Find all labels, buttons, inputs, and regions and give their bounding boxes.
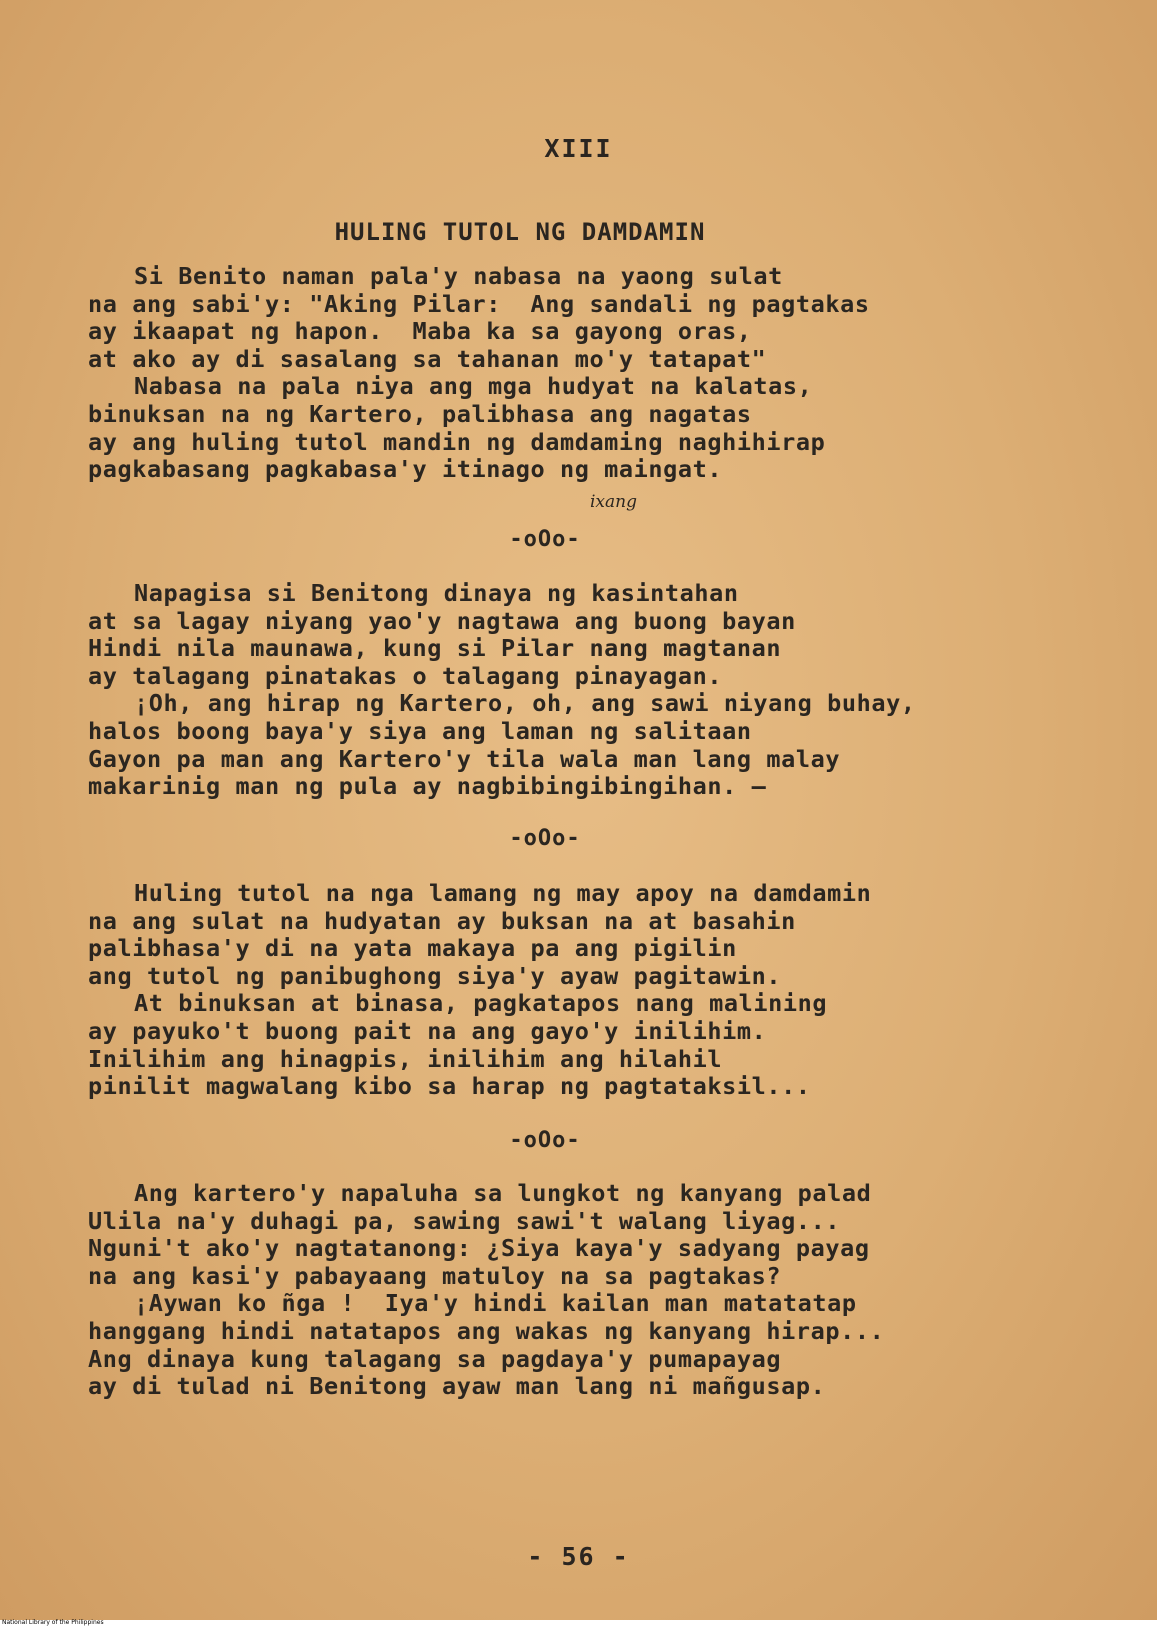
stanza-line: na ang sulat na hudyatan ay buksan na at basahin — [88, 906, 796, 935]
stanza-line: Si Benito naman pala'y nabasa na yaong sulat — [134, 262, 783, 290]
stanza-line: Ang kartero'y napaluha sa lungkot ng kanyang palad — [134, 1179, 872, 1207]
stanza-line: at ako ay di sasalang sa tahanan mo'y tatapat" — [88, 344, 767, 373]
stanza-line: na ang sabi'y: "Aking Pilar: Ang sandali ng pagtakas — [88, 289, 870, 318]
stanza-1 — [88, 263, 1088, 484]
stanza-line: ay di tulad ni Benitong ayaw man lang ni mañgusap. — [88, 1372, 826, 1401]
section-separator: -oOo- — [509, 527, 581, 552]
chapter-number: XIII — [544, 134, 613, 163]
stanza-line: Hindi nila maunawa, kung si Pilar nang magtanan — [88, 634, 782, 663]
stanza-line: Ang dinaya kung talagang sa pagdaya'y pumapayag — [88, 1344, 782, 1373]
stanza-line: ¡Aywan ko ñga ! Iya'y hindi kailan man matatatap — [134, 1289, 857, 1318]
section-separator: -oOo- — [509, 1128, 581, 1153]
stanza-line: Nabasa na pala niya ang mga hudyat na kalatas, — [134, 372, 813, 401]
section-separator: -oOo- — [509, 826, 581, 851]
stanza-line: At binuksan at binasa, pagkatapos nang malining — [134, 989, 828, 1018]
stanza-line: binuksan na ng Kartero, palibhasa ang nagatas — [88, 399, 752, 428]
stanza-line: ¡Oh, ang hirap ng Kartero, oh, ang sawi niyang buhay, — [134, 689, 916, 718]
stanza-3 — [88, 880, 1088, 1101]
footer-strip — [0, 1620, 1157, 1628]
stanza-line: ang tutol ng panibughong siya'y ayaw pagitawin. — [88, 961, 782, 990]
stanza-line: Napagisa si Benitong dinaya ng kasintahan — [134, 579, 739, 607]
stanza-2 — [88, 580, 1088, 801]
stanza-line: pinilit magwalang kibo sa harap ng pagtataksil... — [88, 1072, 811, 1101]
stanza-line: Nguni't ako'y nagtatanong: ¿Siya kaya'y sadyang payag — [88, 1234, 870, 1263]
stanza-line: Inilihim ang hinagpis, inilihim ang hilahil — [88, 1044, 723, 1073]
stanza-line: na ang kasi'y pabayaang matuloy na sa pagtakas? — [88, 1261, 782, 1290]
stanza-line: ay ikaapat ng hapon. Maba ka sa gayong oras, — [88, 317, 752, 346]
stanza-line: pagkabasang pagkabasa'y itinago ng maingat. — [88, 455, 723, 484]
stanza-line: halos boong baya'y siya ang laman ng salitaan — [88, 716, 752, 745]
stanza-4 — [88, 1180, 1088, 1401]
stanza-line: ay payuko't buong pait na ang gayo'y inilihim. — [88, 1016, 767, 1045]
handwritten-correction: ixang — [590, 492, 637, 512]
stanza-line: Ulila na'y duhagi pa, sawing sawi't walang liyag... — [88, 1206, 841, 1235]
stanza-line: Gayon pa man ang Kartero'y tila wala man lang malay — [88, 744, 841, 773]
footer-credit: National Library of the Philippines — [2, 1619, 104, 1626]
stanza-line: makarinig man ng pula ay nagbibingibingihan. — — [88, 772, 767, 801]
stanza-line: Huling tutol na nga lamang ng may apoy na damdamin — [134, 879, 872, 907]
page-number: - 56 - — [527, 1542, 630, 1571]
stanza-line: ay ang huling tutol mandin ng damdaming naghihirap — [88, 427, 826, 456]
stanza-line: palibhasa'y di na yata makaya pa ang pigilin — [88, 934, 737, 963]
stanza-line: hanggang hindi natatapos ang wakas ng kanyang hirap... — [88, 1316, 885, 1345]
poem-title: HULING TUTOL NG DAMDAMIN — [334, 218, 706, 246]
stanza-line: at sa lagay niyang yao'y nagtawa ang buong bayan — [88, 606, 796, 635]
stanza-line: ay talagang pinatakas o talagang pinayagan. — [88, 661, 723, 690]
